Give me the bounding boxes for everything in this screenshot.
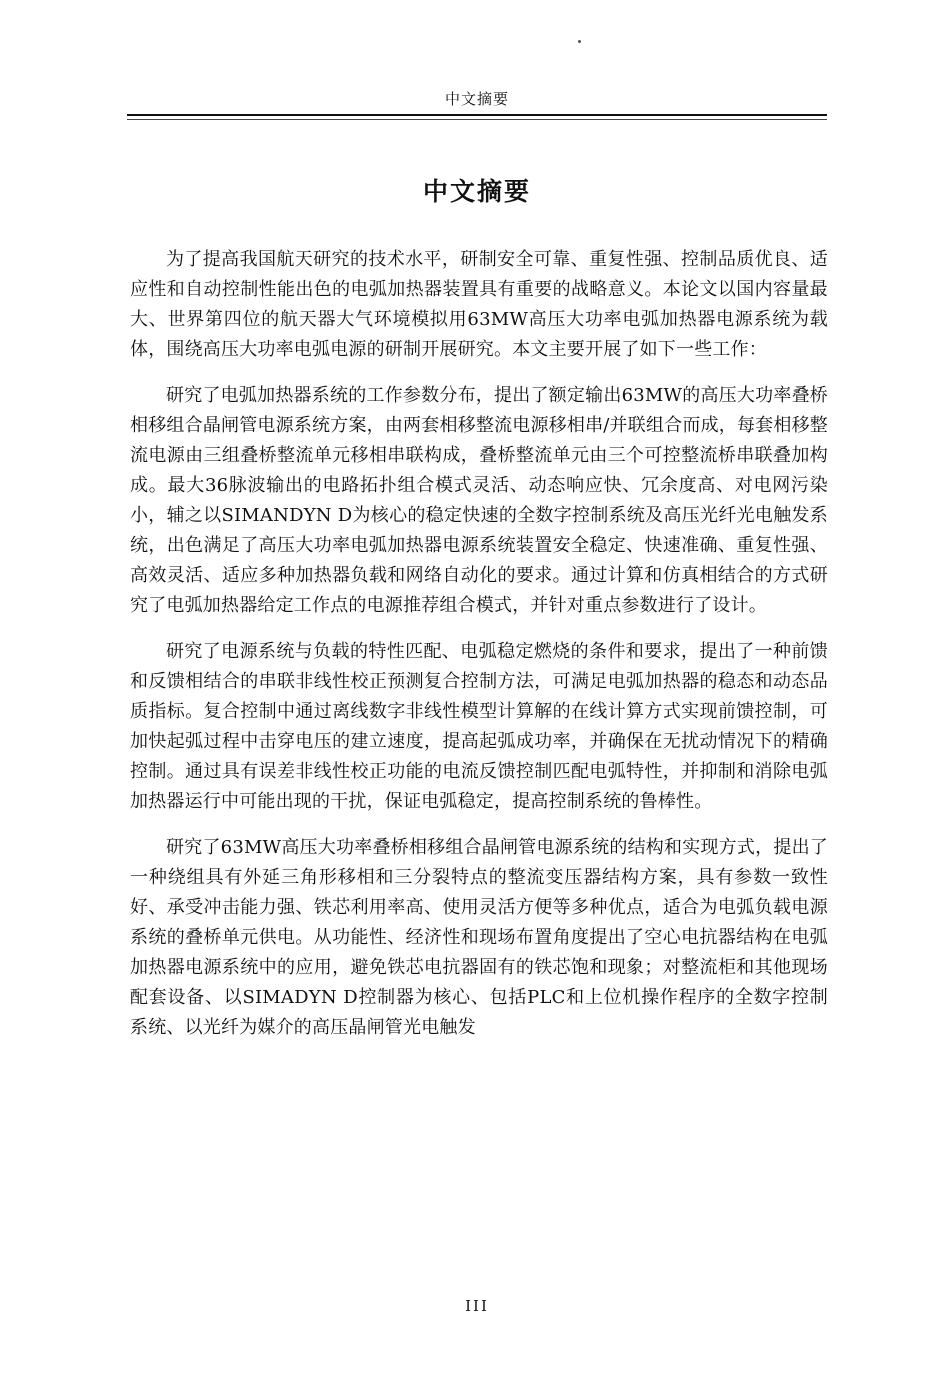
paragraph-3: 研究了电源系统与负载的特性匹配、电弧稳定燃烧的条件和要求，提出了一种前馈和反馈相结合的串联非线性校正预测复合控制方法，可满足电弧加热器的稳态和动态品质指标。复合控制中通过离线数字非线性模型计算解的在线计算方式实现前馈控制，可加快起弧过程中击穿电压的建立速度，提高起弧成功率，并确保在无扰动情况下的精确控制。通过具有误差非线性校正功能的电流反馈控制匹配电弧特性，并抑制和消除电弧加热器运行中可能出现的干扰，保证电弧稳定，提高控制系统的鲁棒性。 bbox=[130, 641, 828, 812]
page-title: 中文摘要 bbox=[422, 177, 531, 206]
paragraph-2: 研究了电弧加热器系统的工作参数分布，提出了额定输出63MW的高压大功率叠桥相移组合晶闸管电源系统方案，由两套相移整流电源移相串/并联组合而成，每套相移整流电源由三组叠桥整流单元移相串联构成，叠桥整流单元由三个可控整流桥串联叠加构成。最大36脉波输出的电路拓扑组合模式灵活、动态响应快、冗余度高、对电网污染小，辅之以SIMANDYN D为核心的稳定快速的全数字控制系统及高压光纤光电触发系统，出色满足了高压大功率电弧加热器电源系统装置安全稳定、快速准确、重复性强、高效灵活、适应多种加热器负载和网络自动化的要求。通过计算和仿真相结合的方式研究了电弧加热器给定工作点的电源推荐组合模式，并针对重点参数进行了设计。 bbox=[130, 385, 828, 616]
paragraph-1: 为了提高我国航天研究的技术水平，研制安全可靠、重复性强、控制品质优良、适应性和自动控制性能出色的电弧加热器装置具有重要的战略意义。本论文以国内容量最大、世界第四位的航天器大气环境模拟用63MW高压大功率电弧加热器电源系统为载体，围绕高压大功率电弧电源的研制开展研究。本文主要开展了如下一些工作： bbox=[130, 249, 828, 360]
scan-speck bbox=[578, 40, 581, 43]
abstract-body bbox=[130, 245, 828, 1059]
page-number: III bbox=[465, 1297, 489, 1315]
running-header: 中文摘要 bbox=[444, 90, 509, 108]
paragraph-4: 研究了63MW高压大功率叠桥相移组合晶闸管电源系统的结构和实现方式，提出了一种绕组具有外延三角形移相和三分裂特点的整流变压器结构方案，具有参数一致性好、承受冲击能力强、铁芯利用率高、使用灵活方便等多种优点，适合为电弧负载电源系统的叠桥单元供电。从功能性、经济性和现场布置角度提出了空心电抗器结构在电弧加热器电源系统中的应用，避免铁芯电抗器固有的铁芯饱和现象；对整流柜和其他现场配套设备、以SIMADYN D控制器为核心、包括PLC和上位机操作程序的全数字控制系统、以光纤为媒介的高压晶闸管光电触发 bbox=[130, 837, 828, 1038]
header-rule bbox=[127, 114, 827, 116]
header-rule-thin bbox=[127, 119, 827, 120]
